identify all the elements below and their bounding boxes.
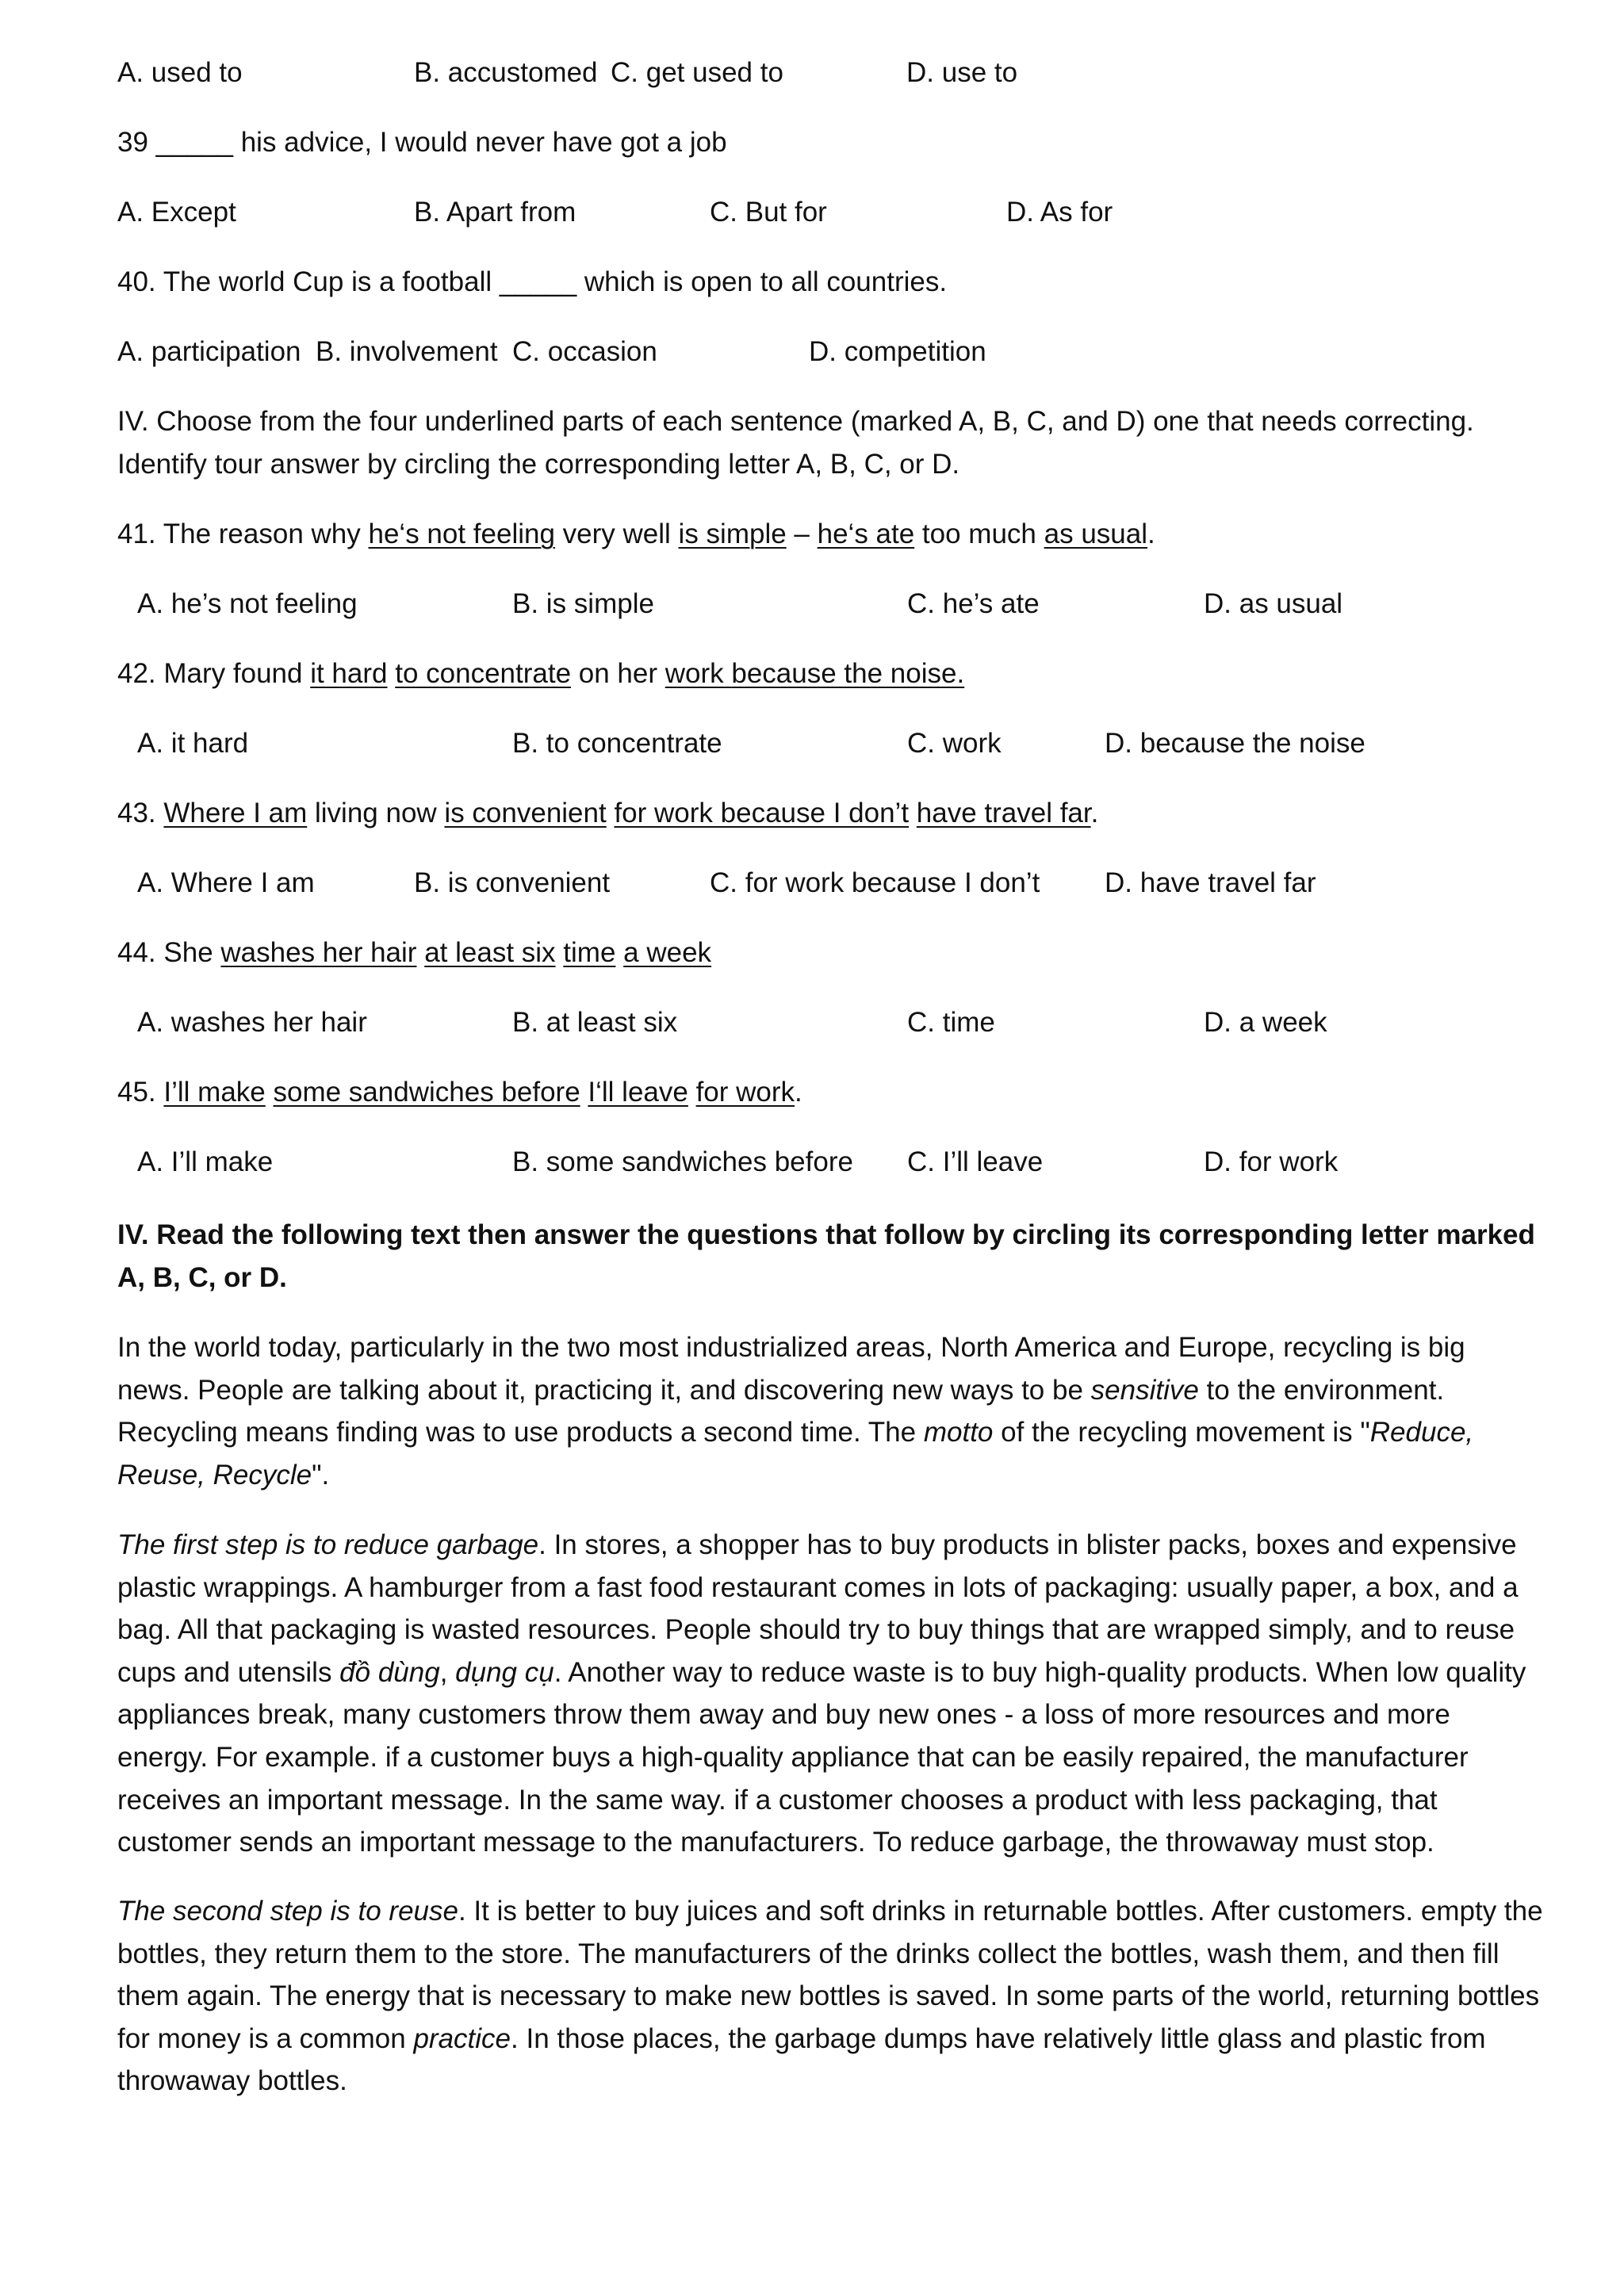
q44-option-d: D. a week — [1204, 1007, 1327, 1038]
passage-paragraph-2 — [117, 1524, 1545, 1864]
q42-underlined-d: because the noise. — [731, 658, 965, 689]
q40-option-c: C. occasion — [512, 336, 657, 367]
q41-underlined-a: he‘s not feeling — [368, 519, 555, 549]
q43-option-d: D. have travel far — [1105, 867, 1316, 898]
q42-underlined-b: to concentrate — [395, 658, 572, 689]
q38-option-b: B. accustomed — [414, 57, 598, 88]
q44-sentence — [117, 936, 711, 970]
q43-option-a: A. Where I am — [137, 867, 315, 898]
q39-option-c: C. But for — [710, 197, 827, 228]
q44-text — [615, 937, 623, 968]
q43-text: 43. — [117, 798, 164, 828]
q40-option-a: A. participation — [117, 336, 301, 367]
q39-option-b: B. Apart from — [414, 197, 576, 228]
q42-underlined-c: work — [665, 658, 732, 689]
passage-text: . Another way to reduce waste is to buy high-quality products. When low quality appliances break, many customers throw them away and buy new ones - a loss of more resources and more energy. For example. if a customer buys a high-quality appliance that can be easily repaired, the manufacturer receives an important message. In the same way. if a customer chooses a product with less packaging, that customer sends an important message to the manufacturers. To reduce garbage, the throwaway must stop. — [117, 1656, 1526, 1858]
q45-text: . — [795, 1077, 802, 1108]
passage-text: to the environment. Recycling means finding was to use products a second time. The — [117, 1374, 1445, 1448]
q43-text: . — [1090, 798, 1099, 828]
q42-underlined-a: it hard — [310, 658, 388, 689]
q44-underlined-b: at least six — [424, 937, 556, 968]
q38-option-c: C. get used to — [611, 57, 783, 88]
q44-underlined-a: washes her hair — [220, 937, 417, 968]
q44-underlined-d: a week — [623, 937, 712, 968]
q44-text: 44. She — [117, 937, 221, 968]
q45-text — [688, 1077, 696, 1108]
q44-option-c: C. time — [907, 1007, 995, 1038]
passage-italic-word: dụng cụ — [455, 1656, 554, 1688]
passage-text: . In stores, a shopper has to buy products in blister packs, boxes and expensive plastic wrappings. A hamburger from a fast food restaurant comes in lots of packaging: usually paper, a box, and a bag. All that packaging is wasted resources. People should try to buy things that are wrapped simply, and to reuse cups and utensils — [117, 1529, 1519, 1688]
q42-option-c: C. work — [907, 728, 1002, 759]
q41-text: too much — [914, 519, 1044, 549]
passage-italic-word: motto — [923, 1417, 994, 1448]
q41-text: 41. The reason why — [117, 519, 369, 549]
q43-text — [607, 798, 615, 828]
passage-italic-word: practice — [413, 2022, 511, 2054]
reading-section-heading: IV. Read the following text then answer the questions that follow by circling its corresponding letter marked A, B, C, or D. — [117, 1219, 1535, 1293]
q45-underlined-d: for work — [695, 1077, 795, 1108]
q45-underlined-a: I’ll make — [163, 1077, 266, 1108]
q43-underlined-b: is convenient — [444, 798, 607, 828]
q41-sentence — [117, 517, 1155, 552]
q45-option-d: D. for work — [1204, 1146, 1339, 1177]
q43-underlined-a: Where I am — [163, 798, 308, 828]
q45-text — [266, 1077, 274, 1108]
q44-text — [556, 937, 564, 968]
q41-text: very well — [554, 519, 679, 549]
passage-italic-word: sensitive — [1090, 1374, 1199, 1406]
q43-underlined-d: have travel far — [916, 798, 1091, 828]
passage-italic-lead: The second step is to reuse — [117, 1896, 458, 1927]
q45-option-a: A. I’ll make — [137, 1146, 274, 1177]
q45-sentence — [117, 1075, 802, 1110]
q42-text: 42. Mary found — [117, 658, 311, 689]
passage-text: ". — [312, 1459, 330, 1490]
q41-option-d: D. as usual — [1204, 588, 1343, 619]
q42-sentence — [117, 656, 964, 691]
passage-text: . It is better to buy juices and soft drinks in returnable bottles. After customers. empty the bottles, they return them to the store. The manufacturers of the drinks collect the bottles, wash them, and then fill them again. The energy that is necessary to make new bottles is saved. In some parts of the world, returning bottles for money is a common — [117, 1896, 1543, 2054]
q41-underlined-c: he‘s ate — [817, 519, 915, 549]
passage-text: , — [439, 1656, 456, 1688]
q44-text — [416, 937, 424, 968]
q43-option-b: B. is convenient — [414, 867, 611, 898]
q41-text: – — [786, 519, 818, 549]
section-iv-instruction-line2: Identify tour answer by circling the corresponding letter A, B, C, or D. — [117, 449, 960, 480]
q39-option-d: D. As for — [1006, 197, 1113, 228]
q45-text: 45. — [117, 1077, 164, 1108]
q41-underlined-d: as usual — [1044, 519, 1147, 549]
passage-italic-lead: The first step is to reduce garbage — [117, 1529, 539, 1560]
q44-option-b: B. at least six — [512, 1007, 678, 1038]
passage-text: . In those places, the garbage dumps have relatively little glass and plastic from throwaway bottles. — [117, 2022, 1486, 2097]
q39-stem: 39 _____ his advice, I would never have got a job — [117, 127, 727, 158]
q41-option-a: A. he’s not feeling — [137, 588, 358, 619]
q40-option-b: B. involvement — [316, 336, 498, 367]
q44-option-a: A. washes her hair — [137, 1007, 367, 1038]
passage-italic-word: đồ dùng — [339, 1656, 440, 1688]
q40-option-d: D. competition — [809, 336, 986, 367]
q43-option-c: C. for work because I don’t — [710, 867, 1040, 898]
q43-text: living now — [307, 798, 445, 828]
q43-sentence — [117, 796, 1098, 831]
q45-underlined-b: some sandwiches before — [273, 1077, 580, 1108]
passage-text: In the world today, particularly in the two most industrialized areas, North America and Europe, recycling is big news. People are talking about it, practicing it, and discovering new ways to be — [117, 1332, 1465, 1406]
q39-option-a: A. Except — [117, 197, 236, 228]
q42-text: on her — [571, 658, 665, 689]
passage-paragraph-1 — [117, 1326, 1545, 1496]
q42-option-a: A. it hard — [137, 728, 249, 759]
q42-option-b: B. to concentrate — [512, 728, 722, 759]
q41-underlined-b: is simple — [678, 519, 787, 549]
q45-underlined-c: I‘ll leave — [588, 1077, 688, 1108]
q44-underlined-c: time — [563, 937, 616, 968]
q41-option-b: B. is simple — [512, 588, 654, 619]
q38-option-a: A. used to — [117, 57, 243, 88]
q43-underlined-c: for work because I don’t — [614, 798, 910, 828]
q45-option-c: C. I’ll leave — [907, 1146, 1044, 1177]
section-iv-instruction-line1: IV. Choose from the four underlined parts of each sentence (marked A, B, C, and D) one that needs correcting. — [117, 406, 1474, 437]
q42-text — [387, 658, 395, 689]
q40-stem: 40. The world Cup is a football _____ which is open to all countries. — [117, 266, 948, 297]
passage-italic-word: Reduce, Reuse, Recycle — [117, 1417, 1474, 1490]
q45-option-b: B. some sandwiches before — [512, 1146, 853, 1177]
q43-text — [909, 798, 917, 828]
passage-paragraph-3 — [117, 1890, 1545, 2103]
q42-option-d: D. because the noise — [1105, 728, 1365, 759]
q38-option-d: D. use to — [906, 57, 1018, 88]
q45-text — [580, 1077, 588, 1108]
q41-text: . — [1147, 519, 1155, 549]
passage-text: of the recycling movement is " — [993, 1417, 1370, 1448]
q41-option-c: C. he’s ate — [907, 588, 1040, 619]
